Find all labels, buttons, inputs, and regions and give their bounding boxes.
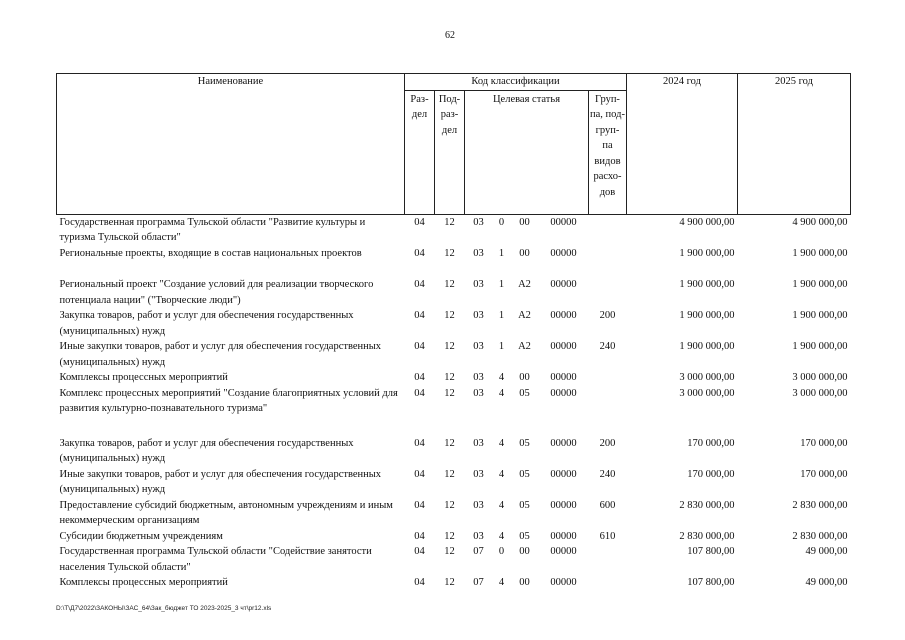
program-code: 03 [473,387,484,399]
row-name: Государственная программа Тульской области "Развитие культуры и туризма Тульской области" [59,216,366,243]
expense-type-code [589,386,627,436]
subprogram-code: 4 [498,499,505,511]
row-name: Предоставление субсидий бюджетным, автономным учреждениям и иным некоммерческим организациям [59,499,393,526]
amount-2025: 49 000,00 [805,546,848,557]
amount-2024: 3 000 000,00 [679,387,735,399]
subsection-code: 12 [444,248,455,259]
program-code: 03 [473,468,484,480]
row-name: Закупка товаров, работ и услуг для обеспечения государственных (муниципальных) нужд [59,310,354,337]
direction-code: 00000 [550,310,577,321]
row-name: Региональные проекты, входящие в состав национальных проектов [59,248,362,259]
program-code: 07 [473,577,484,588]
subsection-code: 12 [444,437,455,449]
table-header [57,74,851,215]
program-code: 03 [473,216,484,228]
amount-2025: 1 900 000,00 [792,248,848,259]
direction-code: 00000 [550,546,577,557]
event-code: 05 [519,499,530,511]
subprogram-code: 0 [498,216,505,228]
section-code: 04 [414,279,425,290]
table-row [57,246,851,277]
amount-2024: 4 900 000,00 [679,216,735,228]
expense-type-code: 240 [599,468,616,480]
header-subsection: Под- раз- дел [435,90,465,214]
direction-code: 00000 [550,530,577,542]
header-target-article: Целевая статья [465,90,589,214]
expense-type-code [589,277,627,308]
file-path-footer: D:\Т\Д7\2022\ЗАКОНЫ\ЗАС_64\Зак_бюджет ТО 2023-2025_3 чт\pr12.xls [56,605,272,612]
subprogram-code: 4 [498,530,505,542]
row-name: Субсидии бюджетным учреждениям [59,530,223,542]
amount-2025: 3 000 000,00 [792,372,848,383]
table-row [57,214,851,246]
event-code: 05 [519,530,530,542]
direction-code: 00000 [550,279,577,290]
event-code: А2 [518,341,531,352]
header-name: Наименование [57,74,405,215]
subsection-code: 12 [444,310,455,321]
direction-code: 00000 [550,387,577,399]
row-name: Закупка товаров, работ и услуг для обеспечения государственных (муниципальных) нужд [59,437,354,464]
table-row [57,544,851,575]
subsection-code: 12 [444,530,455,542]
amount-2024: 107 800,00 [687,546,735,557]
event-code: 05 [519,387,530,399]
subprogram-code: 1 [498,248,505,259]
row-name: Комплексы процессных мероприятий [59,577,228,588]
header-section: Раз- дел [405,90,435,214]
header-year-2024: 2024 год [627,74,738,215]
header-classification-code: Код классификации [405,74,627,91]
expense-type-code [589,370,627,386]
subsection-code: 12 [444,372,455,383]
subprogram-code: 4 [498,577,505,588]
header-year-2025: 2025 год [738,74,851,215]
event-code: 00 [519,577,530,588]
amount-2024: 170 000,00 [687,468,735,480]
subsection-code: 12 [444,577,455,588]
amount-2025: 1 900 000,00 [792,341,848,352]
section-code: 04 [414,387,425,399]
event-code: А2 [518,279,531,290]
subsection-code: 12 [444,216,455,228]
expense-type-code: 200 [599,310,616,321]
direction-code: 00000 [550,248,577,259]
amount-2025: 1 900 000,00 [792,310,848,321]
program-code: 03 [473,248,484,259]
program-code: 03 [473,310,484,321]
subsection-code: 12 [444,546,455,557]
event-code: 05 [519,437,530,449]
subprogram-code: 4 [498,387,505,399]
section-code: 04 [414,310,425,321]
expense-type-code [589,544,627,575]
subsection-code: 12 [444,387,455,399]
row-name: Государственная программа Тульской области "Содействие занятости населения Тульской области" [59,546,372,573]
table-row [57,339,851,370]
row-name: Региональный проект "Создание условий для реализации творческого потенциала нации" ("Творческие люди") [59,279,374,306]
amount-2025: 170 000,00 [800,468,848,480]
event-code: А2 [518,310,531,321]
amount-2024: 107 800,00 [687,577,735,588]
section-code: 04 [414,437,425,449]
direction-code: 00000 [550,468,577,480]
subprogram-code: 1 [498,279,505,290]
section-code: 04 [414,577,425,588]
amount-2025: 3 000 000,00 [792,387,848,399]
direction-code: 00000 [550,216,577,228]
table-row [57,308,851,339]
amount-2024: 1 900 000,00 [679,341,735,352]
table-body [57,214,851,591]
subsection-code: 12 [444,279,455,290]
subprogram-code: 4 [498,468,505,480]
table-row [57,529,851,545]
table-row [57,370,851,386]
header-expense-group: Груп- па, под- груп- па видов расхо- дов [589,90,627,214]
subsection-code: 12 [444,468,455,480]
direction-code: 00000 [550,577,577,588]
section-code: 04 [414,499,425,511]
section-code: 04 [414,216,425,228]
amount-2024: 170 000,00 [687,437,735,449]
amount-2024: 1 900 000,00 [679,279,735,290]
amount-2025: 2 830 000,00 [792,499,848,511]
row-name: Комплексы процессных мероприятий [59,372,228,383]
expense-type-code: 610 [599,530,616,542]
expense-type-code: 240 [599,341,616,352]
amount-2024: 1 900 000,00 [679,248,735,259]
row-name: Иные закупки товаров, работ и услуг для обеспечения государственных (муниципальных) нужд [59,468,382,495]
subprogram-code: 4 [498,372,505,383]
program-code: 03 [473,499,484,511]
section-code: 04 [414,341,425,352]
direction-code: 00000 [550,437,577,449]
row-name: Комплекс процессных мероприятий "Создание благоприятных условий для развития культурно-познавательного туризма" [59,387,398,414]
program-code: 03 [473,530,484,542]
budget-table [56,73,851,591]
page-number: 62 [445,30,455,41]
program-code: 07 [473,546,484,557]
direction-code: 00000 [550,499,577,511]
direction-code: 00000 [550,372,577,383]
event-code: 05 [519,468,530,480]
section-code: 04 [414,546,425,557]
subprogram-code: 1 [498,310,505,321]
expense-type-code: 600 [599,499,616,511]
amount-2024: 2 830 000,00 [679,530,735,542]
amount-2025: 170 000,00 [800,437,848,449]
section-code: 04 [414,530,425,542]
event-code: 00 [519,546,530,557]
amount-2024: 1 900 000,00 [679,310,735,321]
event-code: 00 [519,248,530,259]
amount-2024: 3 000 000,00 [679,372,735,383]
section-code: 04 [414,248,425,259]
expense-type-code [589,246,627,277]
program-code: 03 [473,437,484,449]
section-code: 04 [414,372,425,383]
event-code: 00 [519,372,530,383]
subprogram-code: 1 [498,341,505,352]
amount-2025: 4 900 000,00 [792,216,848,228]
section-code: 04 [414,468,425,480]
program-code: 03 [473,372,484,383]
subsection-code: 12 [444,499,455,511]
expense-type-code: 200 [599,437,616,449]
program-code: 03 [473,279,484,290]
amount-2025: 49 000,00 [805,577,848,588]
amount-2025: 1 900 000,00 [792,279,848,290]
amount-2024: 2 830 000,00 [679,499,735,511]
subprogram-code: 0 [498,546,505,557]
table-row [57,386,851,436]
expense-type-code [589,214,627,246]
expense-type-code [589,575,627,591]
subprogram-code: 4 [498,437,505,449]
event-code: 00 [519,216,530,228]
table-row [57,277,851,308]
table-row [57,498,851,529]
table-row [57,575,851,591]
row-name: Иные закупки товаров, работ и услуг для обеспечения государственных (муниципальных) нужд [59,341,382,368]
program-code: 03 [473,341,484,352]
table-row [57,467,851,498]
table-row [57,436,851,467]
subsection-code: 12 [444,341,455,352]
direction-code: 00000 [550,341,577,352]
amount-2025: 2 830 000,00 [792,530,848,542]
